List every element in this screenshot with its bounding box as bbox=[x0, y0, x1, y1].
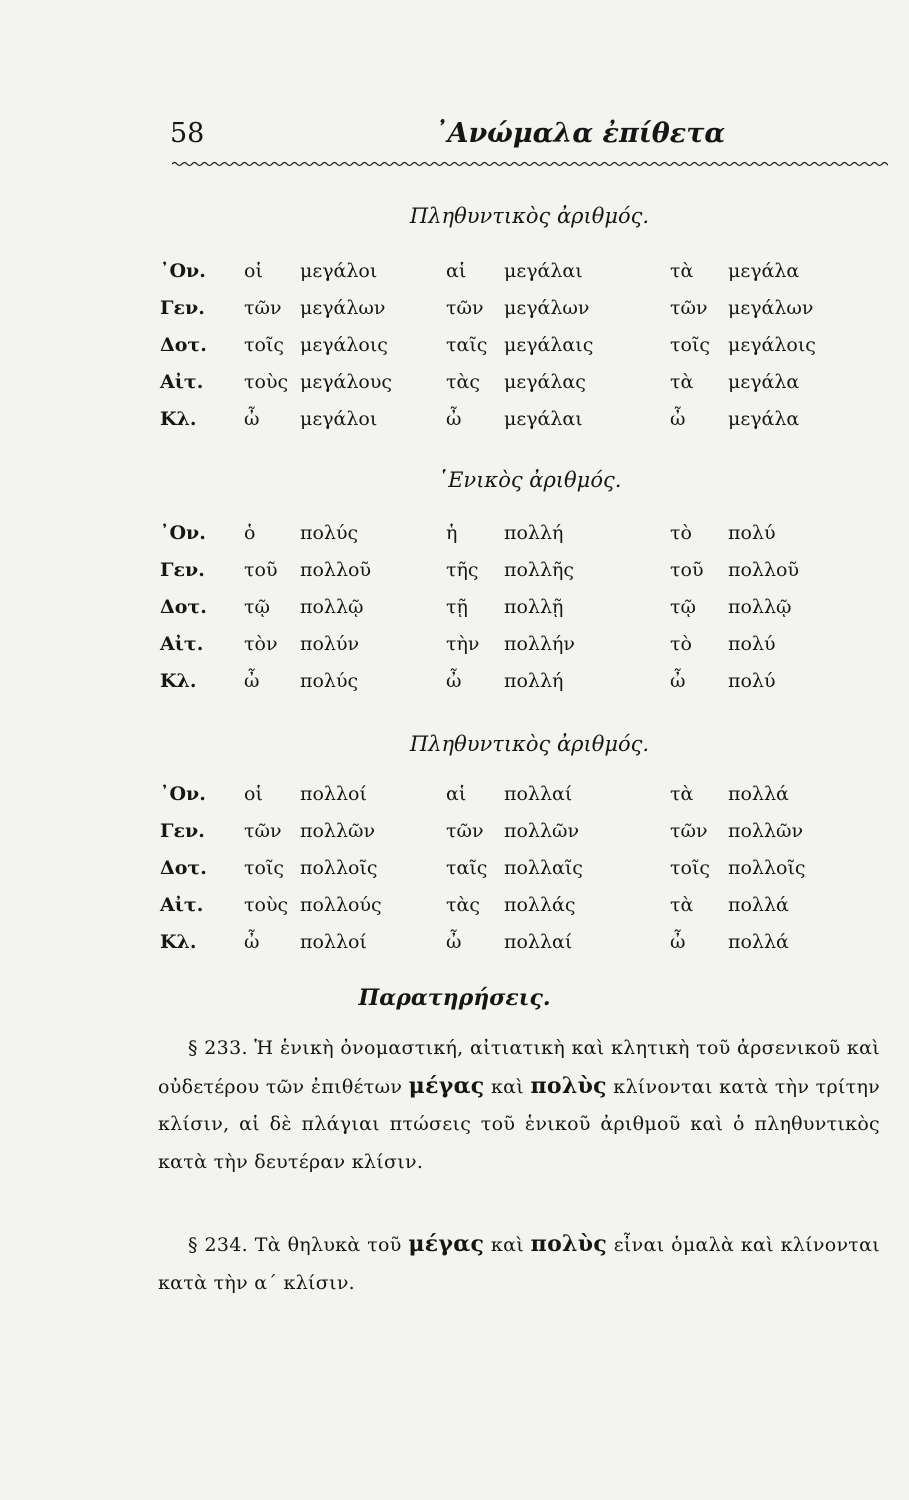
form-masculine: πολλοί bbox=[300, 930, 367, 953]
case-label: Αἰτ. bbox=[160, 370, 204, 393]
declension-row bbox=[160, 662, 838, 699]
article-masculine: ὦ bbox=[244, 930, 260, 953]
article-masculine: ὦ bbox=[244, 669, 260, 692]
article-feminine: τῶν bbox=[446, 819, 484, 842]
form-neuter: μεγάλα bbox=[728, 407, 800, 430]
form-feminine: πολλή bbox=[504, 669, 564, 692]
article-masculine: τοὺς bbox=[244, 370, 289, 393]
article-neuter: τὸ bbox=[670, 632, 692, 655]
form-neuter: πολλά bbox=[728, 782, 789, 805]
case-label: Δοτ. bbox=[160, 333, 207, 356]
form-feminine: μεγάλας bbox=[504, 370, 586, 393]
declension-row bbox=[160, 625, 838, 662]
declension-row bbox=[160, 252, 838, 289]
term-megas: μέγας bbox=[408, 1231, 485, 1257]
form-feminine: πολλήν bbox=[504, 632, 575, 655]
article-masculine: τῶν bbox=[244, 296, 282, 319]
declension-row bbox=[160, 289, 838, 326]
article-feminine: αἱ bbox=[446, 782, 467, 805]
page-header bbox=[170, 118, 890, 158]
case-label: ᾿Ον. bbox=[160, 259, 206, 282]
form-masculine: πολλῷ bbox=[300, 595, 364, 618]
article-feminine: ὦ bbox=[446, 407, 462, 430]
article-neuter: τὸ bbox=[670, 521, 692, 544]
article-feminine: ὦ bbox=[446, 669, 462, 692]
form-feminine: μεγάλαι bbox=[504, 407, 583, 430]
article-neuter: τοῖς bbox=[670, 333, 711, 356]
form-masculine: μεγάλοις bbox=[300, 333, 388, 356]
paragraph-233-text-3: κλίνονται κατὰ τὴν τρίτην κλίσιν, αἱ δὲ πλάγιαι πτώσεις τοῦ ἑνικοῦ ἀριθμοῦ καὶ ὁ πληθυντικὸς κατὰ τὴν δευτέραν κλίσιν. bbox=[158, 1075, 881, 1173]
page-number: 58 bbox=[170, 118, 205, 149]
section-heading-plural-polys: Πληθυντικὸς ἀριθμός. bbox=[409, 732, 650, 756]
form-neuter: μεγάλα bbox=[728, 370, 800, 393]
article-neuter: τὰ bbox=[670, 259, 694, 282]
paragraph-234-text-2: καὶ bbox=[484, 1234, 531, 1256]
article-feminine: αἱ bbox=[446, 259, 467, 282]
declension-table-polys-plural bbox=[160, 775, 838, 960]
paragraph-234-text-3: εἶναι ὁμαλὰ καὶ κλίνονται κατὰ τὴν α΄ κλίσιν. bbox=[158, 1234, 880, 1294]
declension-row bbox=[160, 849, 838, 886]
form-masculine: πολλοί bbox=[300, 782, 367, 805]
article-feminine: ἡ bbox=[446, 521, 458, 544]
case-label: Δοτ. bbox=[160, 856, 207, 879]
article-feminine: τὰς bbox=[446, 893, 480, 916]
article-masculine: τῶν bbox=[244, 819, 282, 842]
case-label: Γεν. bbox=[160, 819, 205, 842]
article-feminine: τῇ bbox=[446, 595, 468, 618]
form-neuter: πολύ bbox=[728, 669, 776, 692]
article-masculine: τοῖς bbox=[244, 856, 285, 879]
form-neuter: πολλοῖς bbox=[728, 856, 806, 879]
declension-row bbox=[160, 363, 838, 400]
article-neuter: τὰ bbox=[670, 782, 694, 805]
form-masculine: πολύς bbox=[300, 669, 359, 692]
article-masculine: τοῖς bbox=[244, 333, 285, 356]
term-polys: πολὺς bbox=[530, 1072, 607, 1099]
term-polys: πολὺς bbox=[530, 1231, 608, 1257]
article-masculine: τοὺς bbox=[244, 893, 289, 916]
article-masculine: ὁ bbox=[244, 521, 256, 544]
form-feminine: μεγάλαι bbox=[504, 259, 583, 282]
paragraph-233 bbox=[158, 1030, 880, 1181]
term-megas: μέγας bbox=[408, 1072, 485, 1099]
form-masculine: πολλοῖς bbox=[300, 856, 378, 879]
paragraph-234-text-1: § 234. Τὰ θηλυκὰ τοῦ bbox=[188, 1234, 409, 1256]
remarks-heading: Παρατηρήσεις. bbox=[358, 985, 551, 1011]
form-neuter: πολλά bbox=[728, 893, 789, 916]
form-neuter: πολλῶν bbox=[728, 819, 804, 842]
article-masculine: ὦ bbox=[244, 407, 260, 430]
form-feminine: μεγάλων bbox=[504, 296, 590, 319]
case-label: Αἰτ. bbox=[160, 893, 204, 916]
form-feminine: μεγάλαις bbox=[504, 333, 594, 356]
paragraph-234 bbox=[158, 1226, 880, 1302]
form-masculine: μεγάλοι bbox=[300, 407, 378, 430]
form-masculine: πολλοῦ bbox=[300, 558, 371, 581]
form-neuter: πολύ bbox=[728, 521, 776, 544]
declension-row bbox=[160, 886, 838, 923]
case-label: ᾿Ον. bbox=[160, 521, 206, 544]
article-neuter: τοῖς bbox=[670, 856, 711, 879]
article-masculine: οἱ bbox=[244, 259, 263, 282]
form-feminine: πολλῆς bbox=[504, 558, 575, 581]
article-neuter: τῶν bbox=[670, 296, 708, 319]
section-heading-singular-polys: ῾Ενικὸς ἀριθμός. bbox=[437, 468, 622, 492]
form-neuter: πολύ bbox=[728, 632, 776, 655]
form-feminine: πολλῶν bbox=[504, 819, 580, 842]
case-label: Κλ. bbox=[160, 407, 197, 430]
article-feminine: τῆς bbox=[446, 558, 479, 581]
article-masculine: τῷ bbox=[244, 595, 271, 618]
form-neuter: πολλῷ bbox=[728, 595, 792, 618]
form-masculine: μεγάλους bbox=[300, 370, 393, 393]
declension-table-polys-singular bbox=[160, 514, 838, 699]
declension-row bbox=[160, 551, 838, 588]
case-label: Δοτ. bbox=[160, 595, 207, 618]
form-neuter: πολλά bbox=[728, 930, 789, 953]
article-neuter: ὦ bbox=[670, 407, 686, 430]
article-masculine: τοῦ bbox=[244, 558, 278, 581]
article-masculine: τὸν bbox=[244, 632, 278, 655]
form-masculine: πολύν bbox=[300, 632, 360, 655]
declension-row bbox=[160, 775, 838, 812]
declension-row bbox=[160, 588, 838, 625]
case-label: Γεν. bbox=[160, 558, 205, 581]
form-feminine: πολλαί bbox=[504, 782, 573, 805]
paragraph-233-text-1: § 233. Ἡ ἑνικὴ ὀνομαστική, αἰτιατικὴ καὶ κλητικὴ τοῦ ἀρσενικοῦ καὶ οὐδετέρου τῶν ἐπιθέτων bbox=[158, 1037, 880, 1098]
declension-row bbox=[160, 812, 838, 849]
declension-row bbox=[160, 514, 838, 551]
form-neuter: μεγάλων bbox=[728, 296, 814, 319]
article-neuter: ὦ bbox=[670, 669, 686, 692]
form-feminine: πολλή bbox=[504, 521, 564, 544]
article-feminine: ὦ bbox=[446, 930, 462, 953]
case-label: Αἰτ. bbox=[160, 632, 204, 655]
case-label: Γεν. bbox=[160, 296, 205, 319]
article-neuter: τὰ bbox=[670, 893, 694, 916]
form-feminine: πολλάς bbox=[504, 893, 576, 916]
article-feminine: ταῖς bbox=[446, 856, 488, 879]
form-masculine: πολλῶν bbox=[300, 819, 376, 842]
article-neuter: τῶν bbox=[670, 819, 708, 842]
form-neuter: μεγάλοις bbox=[728, 333, 816, 356]
form-feminine: πολλῇ bbox=[504, 595, 564, 618]
form-feminine: πολλαί bbox=[504, 930, 573, 953]
article-feminine: τῶν bbox=[446, 296, 484, 319]
case-label: ᾿Ον. bbox=[160, 782, 206, 805]
article-neuter: τῷ bbox=[670, 595, 697, 618]
form-feminine: πολλαῖς bbox=[504, 856, 583, 879]
article-feminine: ταῖς bbox=[446, 333, 488, 356]
form-masculine: μεγάλοι bbox=[300, 259, 378, 282]
case-label: Κλ. bbox=[160, 930, 197, 953]
form-masculine: πολλούς bbox=[300, 893, 382, 916]
declension-row bbox=[160, 923, 838, 960]
form-neuter: μεγάλα bbox=[728, 259, 800, 282]
article-neuter: τὰ bbox=[670, 370, 694, 393]
article-neuter: τοῦ bbox=[670, 558, 704, 581]
running-title: ᾿Ανώμαλα ἐπίθετα bbox=[434, 118, 726, 149]
form-neuter: πολλοῦ bbox=[728, 558, 799, 581]
declension-row bbox=[160, 400, 838, 437]
paragraph-233-text-2: καὶ bbox=[484, 1075, 531, 1098]
form-masculine: μεγάλων bbox=[300, 296, 386, 319]
declension-row bbox=[160, 326, 838, 363]
declension-table-megas-plural bbox=[160, 252, 838, 437]
article-neuter: ὦ bbox=[670, 930, 686, 953]
article-feminine: τὰς bbox=[446, 370, 480, 393]
section-heading-plural-megas: Πληθυντικὸς ἀριθμός. bbox=[409, 204, 650, 228]
article-feminine: τὴν bbox=[446, 632, 480, 655]
form-masculine: πολύς bbox=[300, 521, 359, 544]
article-masculine: οἱ bbox=[244, 782, 263, 805]
case-label: Κλ. bbox=[160, 669, 197, 692]
wavy-rule bbox=[172, 160, 888, 168]
